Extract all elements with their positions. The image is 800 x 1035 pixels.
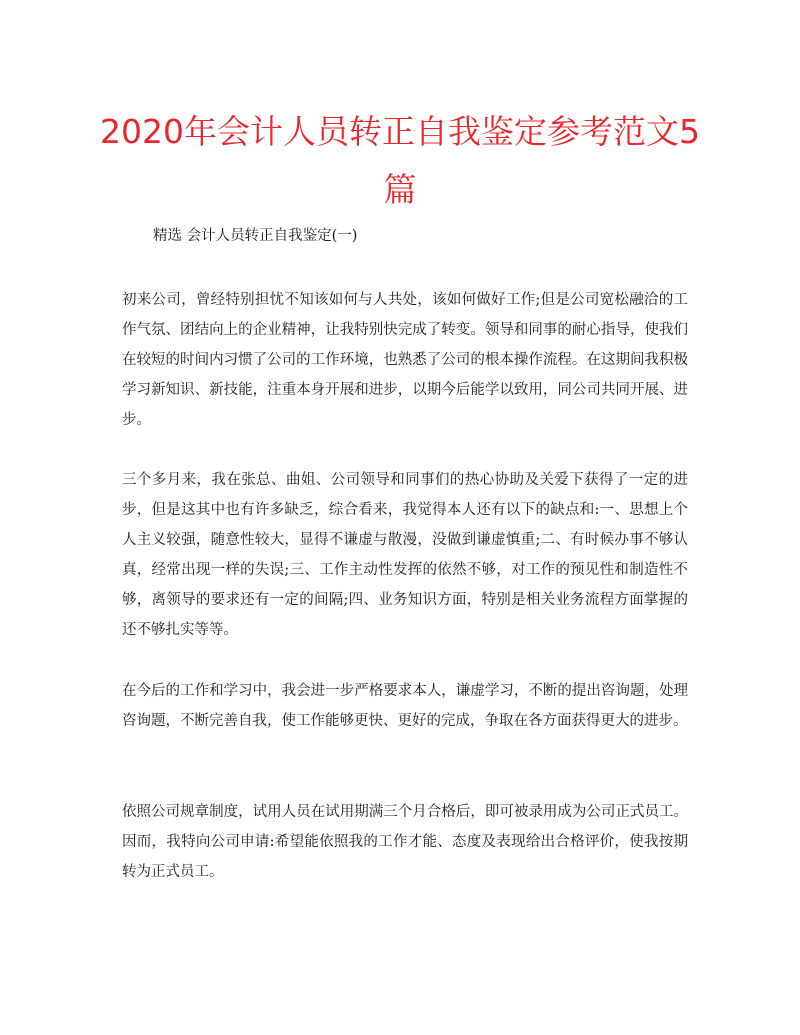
paragraph-3: 在今后的工作和学习中，我会进一步严格要求本人，谦虚学习，不断的提出咨询题，处理咨询题，不断完善自我，使工作能够更快、更好的完成，争取在各方面获得更大的进步。 — [122, 683, 688, 729]
paragraph-4: 依照公司规章制度，试用人员在试用期满三个月合格后，即可被录用成为公司正式员工。因而，我特向公司申请:希望能依照我的工作才能、态度及表现给出合格评价，使我按期转为正式员工。 — [122, 804, 688, 880]
paragraph-1: 初来公司，曾经特别担忧不知该如何与人共处，该如何做好工作;但是公司宽松融洽的工作气氛、团结向上的企业精神，让我特别快完成了转变。领导和同事的耐心指导，使我们在较短的时间内习惯了公司的工作环境，也熟悉了公司的根本操作流程。在这期间我积极学习新知识、新技能，注重本身开展和进步，以期今后能学以致用，同公司共同开展、进步。 — [122, 292, 688, 428]
document-title: 2020年会计人员转正自我鉴定参考范文5篇 — [100, 112, 700, 209]
paragraph-2: 三个多月来，我在张总、曲姐、公司领导和同事们的热心协助及关爱下获得了一定的进步，但是这其中也有许多缺乏，综合看来，我觉得本人还有以下的缺点和:一、思想上个人主义较强，随意性较大，显得不谦虚与散漫，没做到谦虚慎重;二、有时候办事不够认真，经常出现一样的失误;三、工作主动性发挥的依然不够，对工作的预见性和制造性不够，离领导的要求还有一定的间隔;四、业务知识方面，特别是相关业务流程方面掌握的还不够扎实等等。 — [122, 472, 688, 638]
section-subtitle: 精选 会计人员转正自我鉴定(一) — [153, 228, 358, 244]
